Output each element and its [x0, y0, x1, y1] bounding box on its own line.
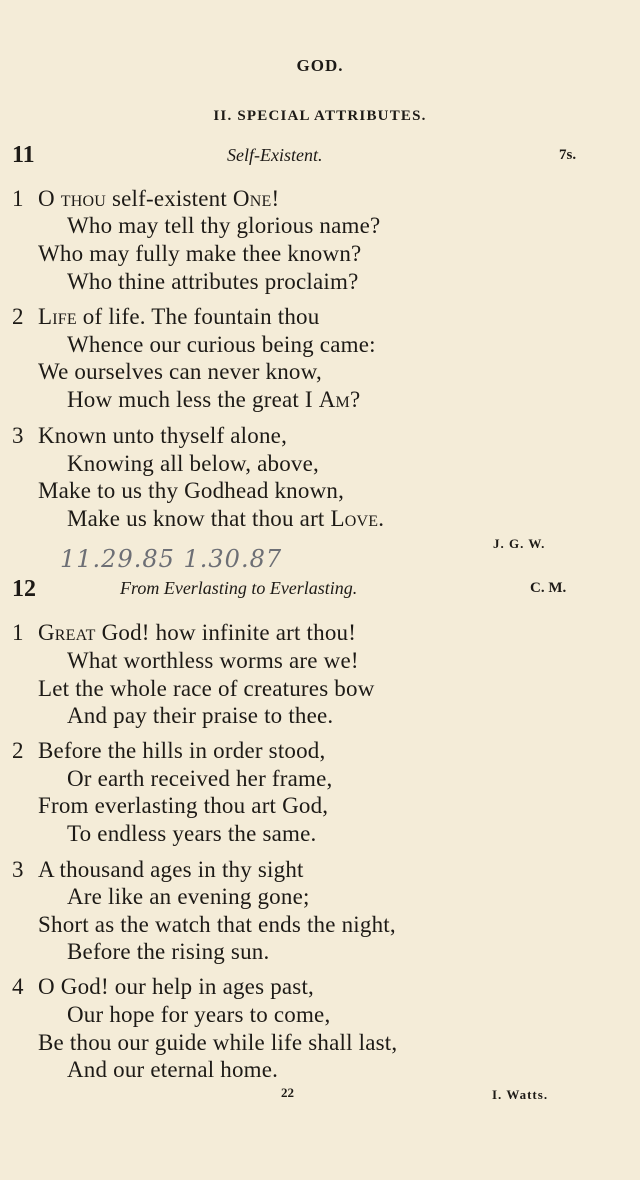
small-caps-word: O thou: [38, 186, 106, 211]
verse-line: We ourselves can never know,: [38, 359, 322, 384]
hymn-number: 11: [12, 142, 35, 168]
verse-line: And our eternal home.: [67, 1057, 279, 1082]
verse-number: 3: [12, 857, 24, 882]
line-text: God! how infinite art thou!: [95, 620, 357, 645]
verse-line: Before the rising sun.: [67, 939, 270, 964]
line-text: self-existent: [106, 186, 233, 211]
verse-line: Let the whole race of creatures bow: [38, 676, 375, 701]
verse-line: Or earth received her frame,: [67, 766, 333, 791]
verse-line: Known unto thyself alone,: [38, 423, 288, 448]
verse-line: Are like an evening gone;: [67, 884, 310, 909]
line-text: .: [378, 506, 385, 531]
verse-number: 3: [12, 423, 24, 448]
small-caps-word: Life: [38, 304, 77, 329]
verse-number: 1: [12, 620, 24, 645]
verse-line: O God! our help in ages past,: [38, 974, 314, 999]
verse-line: [38, 620, 356, 646]
verse-number: 2: [12, 304, 24, 329]
small-caps-word: One: [232, 186, 272, 211]
verse-number: 4: [12, 974, 24, 999]
verse-line: Make to us thy Godhead known,: [38, 478, 345, 503]
verse-line: A thousand ages in thy sight: [38, 857, 304, 882]
hymn-title: Self-Existent.: [227, 145, 323, 165]
verse-line: Who thine attributes proclaim?: [67, 269, 359, 294]
hymn-author: J. G. W.: [493, 536, 546, 551]
verse-line: Be thou our guide while life shall last,: [38, 1030, 398, 1055]
line-text: !: [271, 186, 280, 211]
verse-number: 1: [12, 186, 24, 211]
verse-line: [38, 186, 279, 212]
small-caps-word: Great: [38, 620, 96, 645]
verse-line: [67, 387, 360, 413]
handwritten-note: 11.29.85 1.30.87: [60, 545, 283, 573]
page-number: 22: [281, 1085, 294, 1100]
line-text: Make us know that thou art: [67, 506, 331, 531]
hymn-number: 12: [12, 576, 36, 602]
verse-number: 2: [12, 738, 24, 763]
verse-line: [67, 506, 384, 532]
verse-line: Before the hills in order stood,: [38, 738, 326, 763]
verse-line: And pay their praise to thee.: [67, 703, 334, 728]
verse-line: [38, 304, 319, 330]
small-caps-word: Am: [318, 387, 350, 412]
hymn-author: I. Watts.: [492, 1087, 549, 1102]
line-text: How much less the great I: [67, 387, 319, 412]
verse-line: Our hope for years to come,: [67, 1002, 331, 1027]
small-caps-word: Love: [330, 506, 379, 531]
line-text: ?: [350, 387, 361, 412]
hymn-title: From Everlasting to Everlasting.: [120, 578, 358, 598]
verse-line: Who may tell thy glorious name?: [67, 213, 381, 238]
section-heading: II. SPECIAL ATTRIBUTES.: [213, 108, 427, 124]
page-title: GOD.: [296, 56, 344, 75]
verse-line: To endless years the same.: [67, 821, 317, 846]
hymn-meter: C. M.: [530, 580, 567, 596]
verse-line: Short as the watch that ends the night,: [38, 912, 396, 937]
line-text: of life. The fountain thou: [76, 304, 320, 329]
verse-line: Whence our curious being came:: [67, 332, 376, 357]
verse-line: What worthless worms are we!: [67, 648, 359, 673]
verse-line: From everlasting thou art God,: [38, 793, 329, 818]
verse-line: Who may fully make thee known?: [38, 241, 362, 266]
hymn-meter: 7s.: [559, 147, 577, 163]
verse-line: Knowing all below, above,: [67, 451, 319, 476]
